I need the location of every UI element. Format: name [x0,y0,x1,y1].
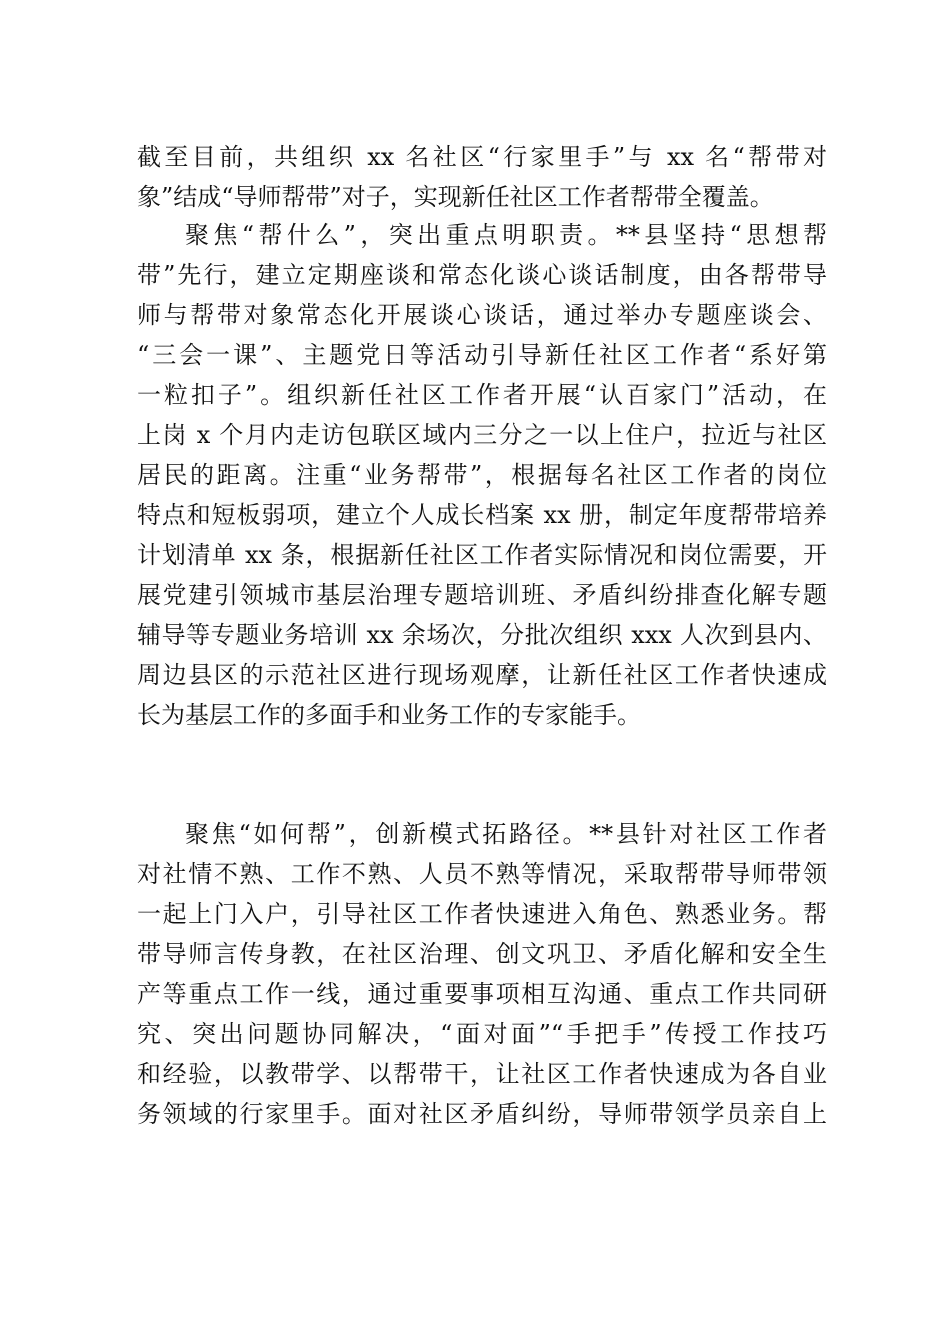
text-line: 辅导等专题业务培训 xx 余场次，分批次组织 xxx 人次到县内、 [137,621,827,649]
text-line: 对社情不熟、工作不熟、人员不熟等情况，采取帮带导师带领 [137,860,827,888]
text-line: 居民的距离。注重“业务帮带”，根据每名社区工作者的岗位 [137,461,827,489]
text-line: 周边县区的示范社区进行现场观摩，让新任社区工作者快速成 [137,661,827,689]
paragraph-1 [137,137,827,217]
text-line: 产等重点工作一线，通过重要事项相互沟通、重点工作共同研 [137,980,827,1008]
paragraph-2 [137,215,827,735]
text-line: 计划清单 xx 条，根据新任社区工作者实际情况和岗位需要，开 [137,541,827,569]
paragraph-3 [137,814,827,1134]
text-line: 象”结成“导师帮带”对子，实现新任社区工作者帮带全覆盖。 [137,183,774,211]
text-line: 师与帮带对象常态化开展谈心谈话，通过举办专题座谈会、 [137,301,827,329]
text-line: 一起上门入户，引导社区工作者快速进入角色、熟悉业务。帮 [137,900,827,928]
text-line: 长为基层工作的多面手和业务工作的专家能手。 [137,701,641,729]
text-line: 上岗 x 个月内走访包联区域内三分之一以上住户，拉近与社区 [137,421,827,449]
text-line: 聚焦“如何帮”，创新模式拓路径。**县针对社区工作者 [185,820,827,848]
text-line: 务领域的行家里手。面对社区矛盾纠纷，导师带领学员亲自上 [137,1100,827,1128]
text-line: 究、突出问题协同解决，“面对面”“手把手”传授工作技巧 [137,1020,827,1048]
text-line: 截至目前，共组织 xx 名社区“行家里手”与 xx 名“帮带对 [137,143,827,171]
text-line: “三会一课”、主题党日等活动引导新任社区工作者“系好第 [137,341,827,369]
text-line: 带”先行，建立定期座谈和常态化谈心谈话制度，由各帮带导 [137,261,827,289]
text-line: 聚焦“帮什么”，突出重点明职责。**县坚持“思想帮 [185,221,827,249]
text-line: 特点和短板弱项，建立个人成长档案 xx 册，制定年度帮带培养 [137,501,827,529]
text-line: 一粒扣子”。组织新任社区工作者开展“认百家门”活动，在 [137,381,827,409]
text-line: 展党建引领城市基层治理专题培训班、矛盾纠纷排查化解专题 [137,581,827,609]
text-line: 带导师言传身教，在社区治理、创文巩卫、矛盾化解和安全生 [137,940,827,968]
text-line: 和经验，以教带学、以帮带干，让社区工作者快速成为各自业 [137,1060,827,1088]
